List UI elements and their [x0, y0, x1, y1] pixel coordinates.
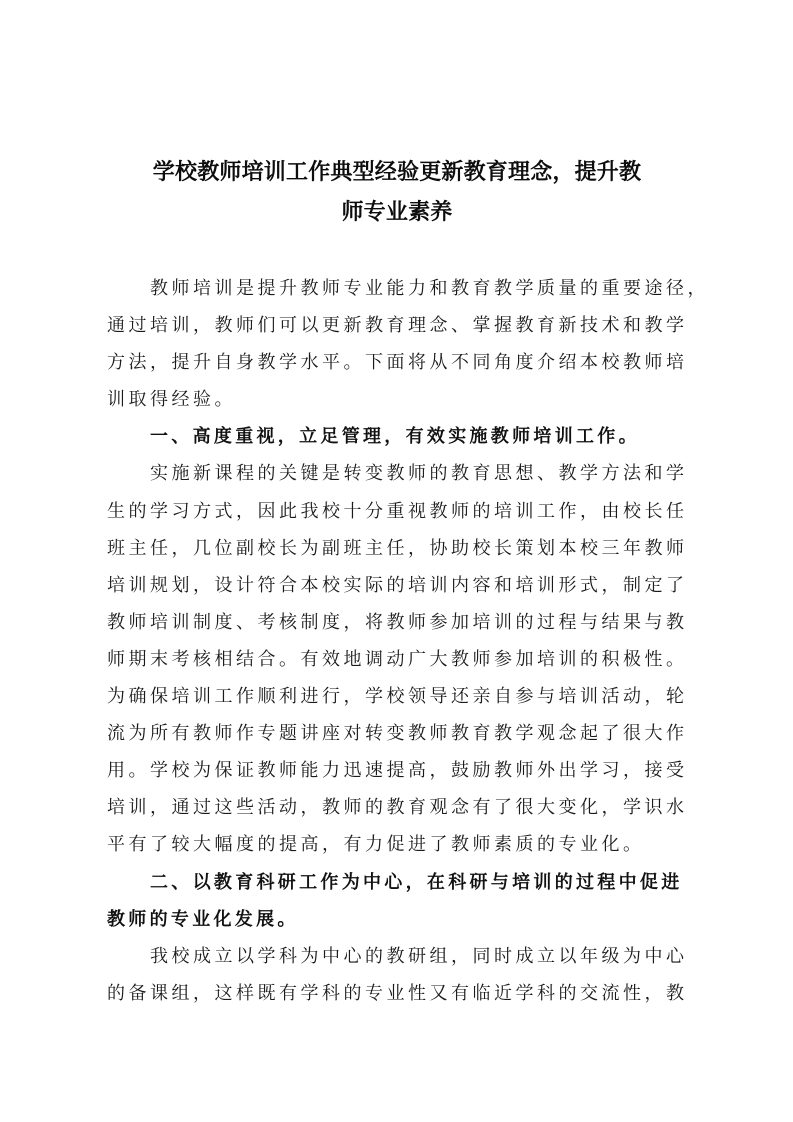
paragraph-line: 班主任，几位副校长为副班主任，协助校长策划本校三年教师	[107, 537, 688, 559]
paragraph-line: 训取得经验。	[107, 389, 236, 411]
paragraph-line: 实施新课程的关键是转变教师的教育思想、教学方法和学	[150, 463, 688, 485]
paragraph-line: 为确保培训工作顺利进行，学校领导还亲自参与培训活动，轮	[107, 686, 688, 708]
paragraph-line: 教师培训制度、考核制度，将教师参加培训的过程与结果与教	[107, 611, 688, 633]
paragraph-line: 教师培训是提升教师专业能力和教育教学质量的重要途径，	[150, 278, 709, 299]
document-body	[107, 270, 709, 1012]
paragraph-line: 流为所有教师作专题讲座对转变教师教育教学观念起了很大作	[107, 723, 688, 745]
paragraph-line: 方法，提升自身教学水平。下面将从不同角度介绍本校教师培	[107, 352, 688, 374]
paragraph-line: 我校成立以学科为中心的教研组，同时成立以年级为中心	[150, 945, 688, 967]
paragraph-line: 培训规划，设计符合本校实际的培训内容和培训形式，制定了	[107, 574, 688, 596]
paragraph-line: 师期末考核相结合。有效地调动广大教师参加培训的积极性。	[107, 648, 688, 670]
paragraph-line: 培训，通过这些活动，教师的教育观念有了很大变化，学识水	[107, 797, 688, 819]
paragraph-line: 通过培训，教师们可以更新教育理念、掌握教育新技术和教学	[107, 315, 688, 337]
document-title	[100, 153, 694, 233]
section-heading-line: 教师的专业化发展。	[107, 908, 299, 930]
section-heading-line: 二、以教育科研工作为中心，在科研与培训的过程中促进	[150, 871, 683, 893]
paragraph-line: 生的学习方式，因此我校十分重视教师的培训工作，由校长任	[107, 500, 688, 522]
section-heading-line: 一、高度重视，立足管理，有效实施教师培训工作。	[150, 426, 640, 448]
paragraph-line: 用。学校为保证教师能力迅速提高，鼓励教师外出学习，接受	[107, 760, 688, 782]
paragraph-line: 平有了较大幅度的提高，有力促进了教师素质的专业化。	[107, 834, 645, 856]
title-line-1: 学校教师培训工作典型经验更新教育理念，提升教	[152, 160, 642, 185]
paragraph-line: 的备课组，这样既有学科的专业性又有临近学科的交流性，教	[107, 982, 688, 1004]
title-line-2: 师专业素养	[341, 200, 453, 225]
